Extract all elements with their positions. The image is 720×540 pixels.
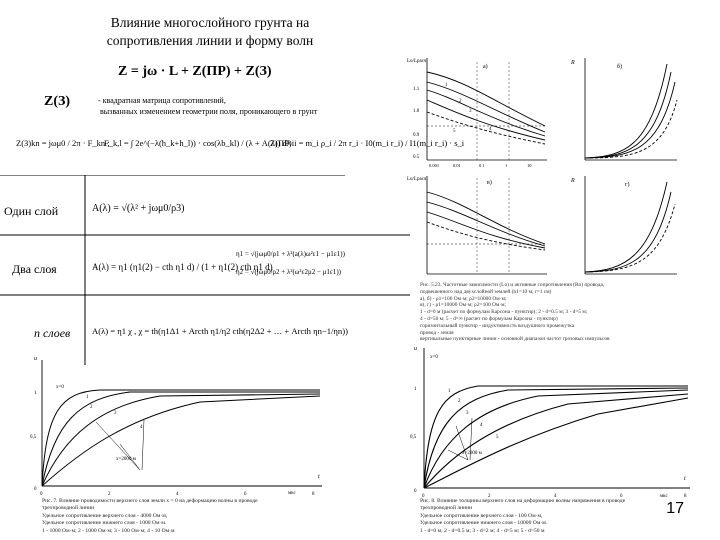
chart-c-ylabel: Lо/Lрасч xyxy=(407,177,427,182)
wl-curve-3: 3 xyxy=(114,411,117,416)
wr-x2000: x=2000 м xyxy=(462,451,482,456)
chart-a-curve-5: 5 xyxy=(453,129,456,134)
chart-a xyxy=(407,58,547,168)
wl-xtick-2: 4 xyxy=(176,492,179,497)
rb-caption-line: Рис. 8. Влияние толщины верхнего слоя на деформацию волны напряжения в проводе xyxy=(420,498,626,504)
right-caption-line: горизонтальный пунктир - индуктивность воздушного промежутка xyxy=(420,322,575,329)
right-caption-line: в), г) - ρ1=10000 Ом·м; ρ2=100 Ом·м; xyxy=(420,302,507,309)
left-caption-line: Удельное сопротивление нижнего слоя - 1000 Ом·м. xyxy=(42,520,167,527)
left-caption-line: 1 - 1000 Ом·м; 2 - 1000 Ом·м; 3 - 100 Ом·м; 4 - 10 Ом·м xyxy=(42,527,175,534)
wr-ytick-0: 1 xyxy=(414,387,417,392)
right-bottom-caption xyxy=(420,498,670,535)
wr-xunit: мкс xyxy=(660,494,668,499)
right-caption-line: провод - земля xyxy=(420,329,454,336)
wl-xtick-1: 2 xyxy=(108,492,111,497)
wr-xtick-1: 2 xyxy=(488,494,491,499)
rb-caption-line: Удельное сопротивление нижнего слоя - 10000 Ом·м. xyxy=(420,520,548,527)
chart-a-xtick-1: 0.01 xyxy=(453,163,461,168)
right-caption-line: Рис. 5.23. Частотные зависимости (Lо) и активные сопротивления (Rо) провода, xyxy=(420,282,605,288)
frequency-charts xyxy=(405,52,690,280)
right-caption-line: 4 - d=50 м; 5 - d=∞ (расчет по формулам Карсона - пунктир) xyxy=(420,315,558,322)
layer-label-n: n слоев xyxy=(34,326,71,340)
wl-ytick-2: 0 xyxy=(34,487,37,492)
wl-ytick-1: 0,5 xyxy=(30,435,37,440)
chart-a-xtick-3: 1 xyxy=(505,163,508,168)
chart-a-ylabel: Lо/Lрасч xyxy=(407,59,427,64)
wr-curve-2: 2 xyxy=(458,399,461,404)
slide-title xyxy=(60,14,360,50)
description-line-2: вызванных изменением геометрии поля, проникающего в грунт xyxy=(100,107,318,116)
wr-curve-3: 3 xyxy=(466,411,469,416)
left-caption-line: Рис. 7. Влияние проводимости верхнего слоя земли x = 0 на деформацию волны в проводе xyxy=(42,498,258,504)
two-layer-definitions xyxy=(236,245,345,281)
right-caption-line: вертикальные пунктирные линии - основной диапазон частот грозовых импульсов xyxy=(420,336,610,343)
chart-d xyxy=(570,176,677,274)
title-line-2: сопротивления линии и форму волн xyxy=(106,33,314,48)
layer-formula-one: A(λ) = √(λ² + jωμ0/ρ3) xyxy=(92,203,185,214)
chart-a-label: а) xyxy=(483,64,488,70)
title-line-1: Влияние многослойного грунта на xyxy=(110,15,310,30)
wr-ytick-2: 0 xyxy=(414,489,417,494)
layer-formula-n: A(λ) = η1 χ , χ = th(η1Δ1 + Arcth η1/η2 cth(η2Δ2 + … + Arcth ηn−1/ηn)) xyxy=(92,326,348,336)
wr-curve-5: 5 xyxy=(496,435,499,440)
eta2-def: η2 = √(jωμ0/ρ2 + λ²(ω²ε2μ2 − μ1ε1)) xyxy=(236,268,341,276)
wr-curve-1: 1 xyxy=(448,389,451,394)
wl-curve-2: 2 xyxy=(90,405,93,410)
wr-xtick-2: 4 xyxy=(554,494,557,499)
wl-ytick-0: 1 xyxy=(34,391,37,396)
description xyxy=(98,95,317,117)
wl-xtick-3: 6 xyxy=(244,492,247,497)
chart-c-label: в) xyxy=(487,180,492,186)
wl-x0: x=0 xyxy=(56,385,64,390)
wl-xlabel: t xyxy=(318,474,320,480)
wr-x0: x=0 xyxy=(430,355,438,360)
wl-xtick-0: 0 xyxy=(40,492,43,497)
description-line-1: - квадратная матрица сопротивлений, xyxy=(98,96,226,105)
rb-caption-line: Удельное сопротивление верхнего слоя - 100 Ом·м, xyxy=(420,512,543,519)
wave-chart-left xyxy=(30,352,330,502)
chart-c xyxy=(407,176,547,274)
chart-d-ylabel: R xyxy=(571,178,575,184)
wave-chart-right xyxy=(408,342,698,500)
rb-caption-line: 1 - d=0 м; 2 - d=0.5 м; 3 - d=2 м; 4 - d=5 м; 5 - d=50 м xyxy=(420,527,545,534)
main-equation: Z = jω · L + Z(ПР) + Z(З) xyxy=(118,64,272,79)
chart-a-curve-4: 4 xyxy=(489,127,492,132)
chart-a-curve-1: 1 xyxy=(445,83,448,88)
chart-a-xtick-4: 10 xyxy=(527,163,532,168)
chart-d-label: г) xyxy=(625,182,630,188)
wl-x2000: x=2000 м xyxy=(116,457,136,462)
layer-formula-two: A(λ) = η1 (η1(2) − cth η1 d) / (1 + η1(2) cth η1 d) xyxy=(92,262,273,272)
chart-b-label: б) xyxy=(617,64,623,70)
page-number: 17 xyxy=(666,500,684,517)
wr-curve-4: 4 xyxy=(480,423,483,428)
layer-label-one: Один слой xyxy=(4,204,59,218)
chart-a-xtick-0: 0.001 xyxy=(429,163,440,168)
right-caption-line: подвешенного над двухслойной землей (h1=10 м; r=1 см) xyxy=(420,288,552,295)
wl-curve-1: 1 xyxy=(86,395,89,400)
left-caption xyxy=(42,498,342,535)
formula-f-kl: F_k,l = ∫ 2e^(−λ(h_k+h_l)) · cos(λb_kl) / (λ + A(λ)) dλ xyxy=(104,138,292,148)
wr-ytick-1: 0,5 xyxy=(410,435,417,440)
left-caption-line: Удельное сопротивление верхнего слоя - 4000 Ом·м, xyxy=(42,512,168,519)
chart-a-xtick-2: 0.1 xyxy=(479,163,485,168)
chart-b xyxy=(570,58,677,160)
chart-a-ytick-1: 1.0 xyxy=(413,109,420,114)
wl-xtick-4: 8 xyxy=(312,492,315,497)
right-caption-line: а), б) - ρ1=100 Ом·м; ρ2=10000 Ом·м; xyxy=(420,295,507,302)
formula-z-kn: Z(З)kn = jωμ0 / 2π · F_kn ; xyxy=(16,138,110,148)
wl-curve-4: 4 xyxy=(140,425,143,430)
matrix-symbol: Z(З) xyxy=(44,94,71,109)
wr-xlabel: t xyxy=(684,476,686,482)
rb-caption-line: трехпроводной линии xyxy=(420,505,473,512)
chart-a-ytick-0: 1.1 xyxy=(413,87,420,92)
chart-a-ytick-3: 0.5 xyxy=(413,155,420,160)
formula-z-ii: Z(ПР)ii = m_i ρ_i / 2π r_i · I0(m_i r_i) / I1(m_i r_i) · s_i xyxy=(270,138,465,148)
wr-xtick-3: 6 xyxy=(620,494,623,499)
layer-label-two: Два слоя xyxy=(12,262,57,276)
wr-xtick-4: 8 xyxy=(684,494,687,499)
chart-a-curve-3: 3 xyxy=(469,109,472,114)
chart-a-curve-2: 2 xyxy=(459,99,462,104)
right-caption xyxy=(420,282,702,343)
right-caption-line: 1 - d=0 м (расчет по формулам Карсона - пунктир); 2 - d=0.5 м; 3 - d=5 м; xyxy=(420,309,588,316)
wl-ylabel: u xyxy=(34,356,37,362)
chart-a-ytick-2: 0.9 xyxy=(413,133,420,138)
chart-b-ylabel: R xyxy=(571,60,575,66)
wl-xunit: мкс xyxy=(288,491,296,496)
wr-xtick-0: 0 xyxy=(422,494,425,499)
eta1-def: η1 = √(jωμ0/ρ1 + λ²(a(λ)ω²ε1 − μ1ε1)) xyxy=(236,250,345,258)
wr-ylabel: u xyxy=(414,346,417,352)
left-caption-line: трехпроводной линии xyxy=(42,505,95,512)
